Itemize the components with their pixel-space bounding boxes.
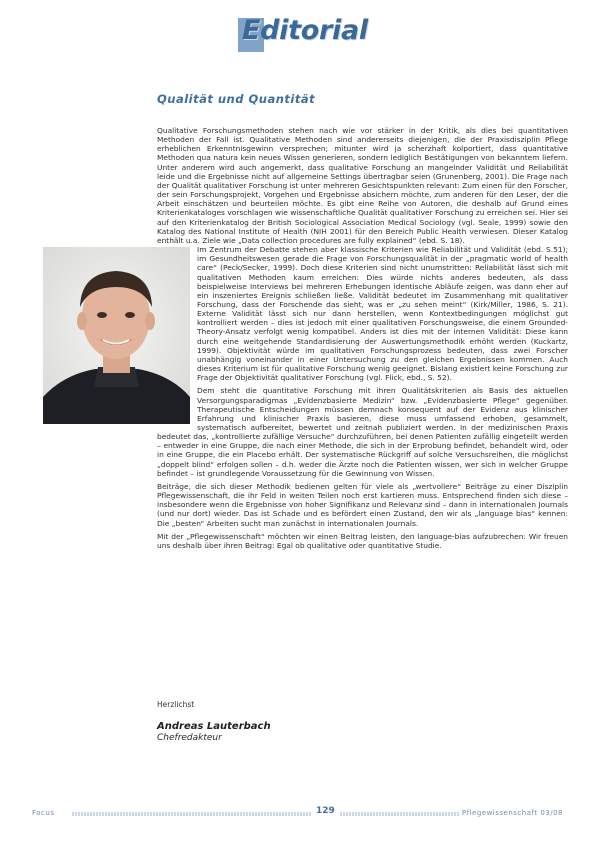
footer-journal-label: Pflegewissenschaft 03/08 (461, 809, 563, 817)
author-name: Andreas Lauterbach (157, 721, 271, 732)
footer-rule-left (72, 812, 312, 816)
article-paragraph-5: Mit der „Pflegewissenschaft“ möchten wir einen Beitrag leisten, den language-bias aufzubrechen: Wir freuen uns deshalb über ihren Beitrag: Egal ob qualitative oder quantitative Studie. (157, 531, 568, 550)
footer-section-label: Focus (32, 809, 55, 817)
article-body (157, 126, 568, 550)
masthead-logo (238, 14, 368, 56)
page-footer (32, 806, 563, 820)
article-paragraph-4: Beiträge, die sich dieser Methodik bedienen gelten für viele als „wertvollere“ Beiträge zu einer Disziplin Pflegewissenschaft, die ihr Feld in weiten Teilen noch erst kartieren muss. Entsprechend finden sich diese – insbesondere wenn die Ergebnisse von hoher Signifikanz und Relevanz sind – dann in internationalen Journals (und nur dort) wieder. Das ist Schade und es befördert einen Zustand, den wir als „language bias“ kennen: Die „besten“ Arbeiten sucht man zunächst in internationalen Journals. (157, 481, 568, 528)
author-portrait-image (43, 247, 190, 424)
article-paragraph-3: Dem steht die quantitative Forschung mit ihren Qualitätskriterien als Basis des aktuellen Versorgungsparadigmas „Evidenzbasierte Medizin“ bzw. „Evidenzbasierte Pflege“ gegenüber. Therapeutische Entscheidungen müssen demnach konsequent auf der Evidenz aus klinischer Erfahrung und klinischer Praxis basieren, diese muss umfassend erhoben, gesammelt, systematisch aufbereitet, bewertet und zeitnah publiziert werden. In der medizinischen Praxis bedeutet das, „kontrollierte zufällige Versuche“ durchzuführen, bei denen Patienten zufällig eingeteilt werden – entweder in eine Gruppe, die nach einer Methode, die sich in der Erprobung befindet, behandelt wird, oder in eine Gruppe, die ein Placebo erhält. Der systematische Rückgriff auf solche Versuchsreihen, die möglichst „doppelt blind“ erfolgen sollen – d.h. weder die Ärzte noch die Patienten wissen, wer sich in welcher Gruppe befindet – ist grundlegende Voraussetzung für die Gewinnung von Wissen. (157, 386, 568, 478)
author-role: Chefredakteur (157, 733, 222, 743)
closing-greeting: Herzlichst (157, 700, 195, 709)
author-photo (43, 247, 190, 424)
article-paragraph-2: Im Zentrum der Debatte stehen aber klassische Kriterien wie Reliabilität und Validität (ebd. S.51); im Gesundheitswesen gerade die Frage von Forschungsqualität in der „pragmatic world of health care“ (Peck/Secker, 1999). Doch diese Kriterien sind nicht unumstritten: Reliabilität lässt sich mit qualitativen Methoden kaum erreichen: Dies würde nichts anderes bedeuten, als dass beispielweise Interviews bei mehreren Erhebungen identische Abläufe zeigen, was dann eher auf ein inszeniertes Ereignis schließen ließe. Validität bedeutet im Zusammenhang mit qualitativer Forschung, dass der Forschende das sieht, was er „zu sehen meint“ (Kirk/Miller, 1986, S. 21). Externe Validität lässt sich nur dann herstellen, wenn Kontextbedingungen möglichst gut kontrolliert werden – dies ist jedoch mit einer qualitativen Forschungsweise, die einem Grounded-Theory-Ansatz verfolgt wenig kompatibel. Anders ist dies mit der internen Validität: Diese kann durch eine weitgehende Standardisierung der Auswertungsmethodik erhöht werden (Kuckartz, 1999). Objektivität würde im qualitativen Forschungsprozess bedeuten, dass zwei Forscher unabhängig voneinander in einer Untersuchung zu den gleichen Ergebnissen kommen. Auch dieses Kriterium ist für qualitative Forschung wenig geeignet. Bislang existiert keine Forschung zur Frage der Objektivität qualitativer Forschung (vgl. Flick, ebd., S. 52). (197, 245, 568, 383)
masthead-title: Editorial (242, 15, 368, 46)
article-title: Qualität und Quantität (157, 92, 316, 106)
article-paragraph-1: Qualitative Forschungsmethoden stehen nach wie vor stärker in der Kritik, als dies bei quantitativen Methoden der Fall ist. Qualitative Methoden sind andererseits diejenigen, die der Praxisdisziplin Pflege erheblichen Erkenntnisgewinn versprechen; mitunter wird ja scherzhaft kolportiert, dass quantitative Methoden qua natura kein neues Wissen generieren, sondern lediglich Bestätigungen von bekanntem liefern. Unter anderem wird auch angemerkt, dass qualitative Forschung an mangelnder Validität und Reliabilität leide und die Ergebnisse nicht auf allgemeine Settings übertragbar seien (Grunenberg, 2001). Die Frage nach der Qualität qualitativer Forschung ist unter mehreren Gesichtspunkten relevant: Zum einen für den Forscher, der sein Forschungsprojekt, Vorgehen und Ergebnisse absichern möchte, zum anderen für den Leser, der die Arbeit einschätzen und beurteilen möchte. Es gibt eine Reihe von Autoren, die deshalb auf Grund eines Kriterienkataloges vorschlagen wie wissenschaftliche Qualität qualitativer Forschung zu erreichen sei. Hier sei auf den Kriterienkatalog der British Sociological Association Medical Sociology (vgl. Seale, 1999) sowie den Katalog des National Institute of Health (NIH 2001) für den Bereich Public Health verwiesen. Dieser Katalog enthält u.a. Ziele wie „Data collection procedures are fully explained“ (ebd. S. 18). (157, 126, 568, 245)
signature-block (157, 700, 271, 743)
page-number: 129 (316, 806, 335, 816)
footer-rule-right (340, 812, 460, 816)
